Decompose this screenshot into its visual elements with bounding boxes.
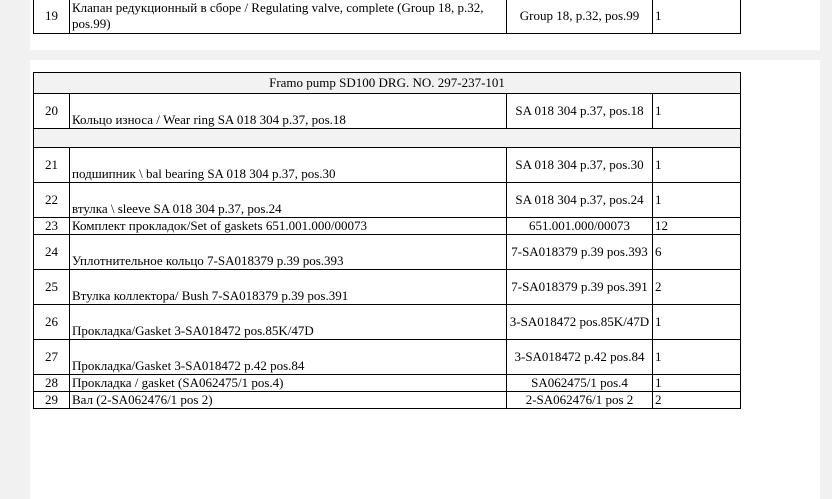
row-reference: SA 018 304 p.37, pos.24 xyxy=(507,183,653,218)
document-page-main xyxy=(30,60,820,499)
separator-cell xyxy=(34,129,741,148)
row-number: 27 xyxy=(34,340,70,375)
row-reference: 7-SA018379 p.39 pos.391 xyxy=(507,270,653,305)
row-description: Комплект прокладок/Set of gaskets 651.001.000/00073 xyxy=(70,218,507,235)
row-number: 21 xyxy=(34,148,70,183)
row-number: 25 xyxy=(34,270,70,305)
table-row xyxy=(34,270,741,305)
parts-table-top xyxy=(33,0,741,34)
row-quantity: 2 xyxy=(653,270,741,305)
row-quantity: 6 xyxy=(653,235,741,270)
section-header-row xyxy=(34,73,741,94)
row-quantity: 12 xyxy=(653,218,741,235)
row-quantity: 2 xyxy=(653,392,741,409)
row-number: 28 xyxy=(34,375,70,392)
row-description: Клапан редукционный в сборе / Regulating valve, complete (Group 18, p.32, pos.99) xyxy=(70,0,507,34)
row-quantity: 1 xyxy=(653,305,741,340)
row-quantity: 1 xyxy=(653,340,741,375)
row-reference: SA062475/1 pos.4 xyxy=(507,375,653,392)
table-row xyxy=(34,340,741,375)
row-number: 26 xyxy=(34,305,70,340)
row-description: Вал (2-SA062476/1 pos 2) xyxy=(70,392,507,409)
table-row xyxy=(34,148,741,183)
row-reference: 3-SA018472 p.42 pos.84 xyxy=(507,340,653,375)
table-row xyxy=(34,183,741,218)
separator-row xyxy=(34,129,741,148)
row-number: 22 xyxy=(34,183,70,218)
row-quantity: 1 xyxy=(653,94,741,129)
table-row xyxy=(34,235,741,270)
section-header: Framo pump SD100 DRG. NO. 297-237-101 xyxy=(34,73,741,94)
row-quantity: 1 xyxy=(653,148,741,183)
table-row xyxy=(34,392,741,409)
row-description: Прокладка / gasket (SA062475/1 pos.4) xyxy=(70,375,507,392)
row-description: втулка \ sleeve SA 018 304 p.37, pos.24 xyxy=(70,183,507,218)
row-quantity: 1 xyxy=(653,0,741,34)
table-row xyxy=(34,375,741,392)
row-number: 20 xyxy=(34,94,70,129)
row-reference: Group 18, p.32, pos.99 xyxy=(507,0,653,34)
row-reference: 651.001.000/00073 xyxy=(507,218,653,235)
row-number: 23 xyxy=(34,218,70,235)
row-number: 24 xyxy=(34,235,70,270)
row-number: 19 xyxy=(34,0,70,34)
row-quantity: 1 xyxy=(653,183,741,218)
row-description: подшипник \ bal bearing SA 018 304 p.37, pos.30 xyxy=(70,148,507,183)
row-description: Прокладка/Gasket 3-SA018472 pos.85K/47D xyxy=(70,305,507,340)
row-reference: SA 018 304 p.37, pos.18 xyxy=(507,94,653,129)
row-number: 29 xyxy=(34,392,70,409)
table-row xyxy=(34,305,741,340)
parts-table-main xyxy=(33,72,741,409)
row-description: Кольцо износа / Wear ring SA 018 304 p.37, pos.18 xyxy=(70,94,507,129)
row-reference: 7-SA018379 p.39 pos.393 xyxy=(507,235,653,270)
row-quantity: 1 xyxy=(653,375,741,392)
table-row xyxy=(34,0,741,34)
document-page-top xyxy=(30,0,820,50)
row-description: Втулка коллектора/ Bush 7-SA018379 p.39 pos.391 xyxy=(70,270,507,305)
row-description: Прокладка/Gasket 3-SA018472 p.42 pos.84 xyxy=(70,340,507,375)
row-description: Уплотнительное кольцо 7-SA018379 p.39 pos.393 xyxy=(70,235,507,270)
table-row xyxy=(34,94,741,129)
row-reference: 2-SA062476/1 pos 2 xyxy=(507,392,653,409)
row-reference: 3-SA018472 pos.85K/47D xyxy=(507,305,653,340)
row-reference: SA 018 304 p.37, pos.30 xyxy=(507,148,653,183)
table-row xyxy=(34,218,741,235)
